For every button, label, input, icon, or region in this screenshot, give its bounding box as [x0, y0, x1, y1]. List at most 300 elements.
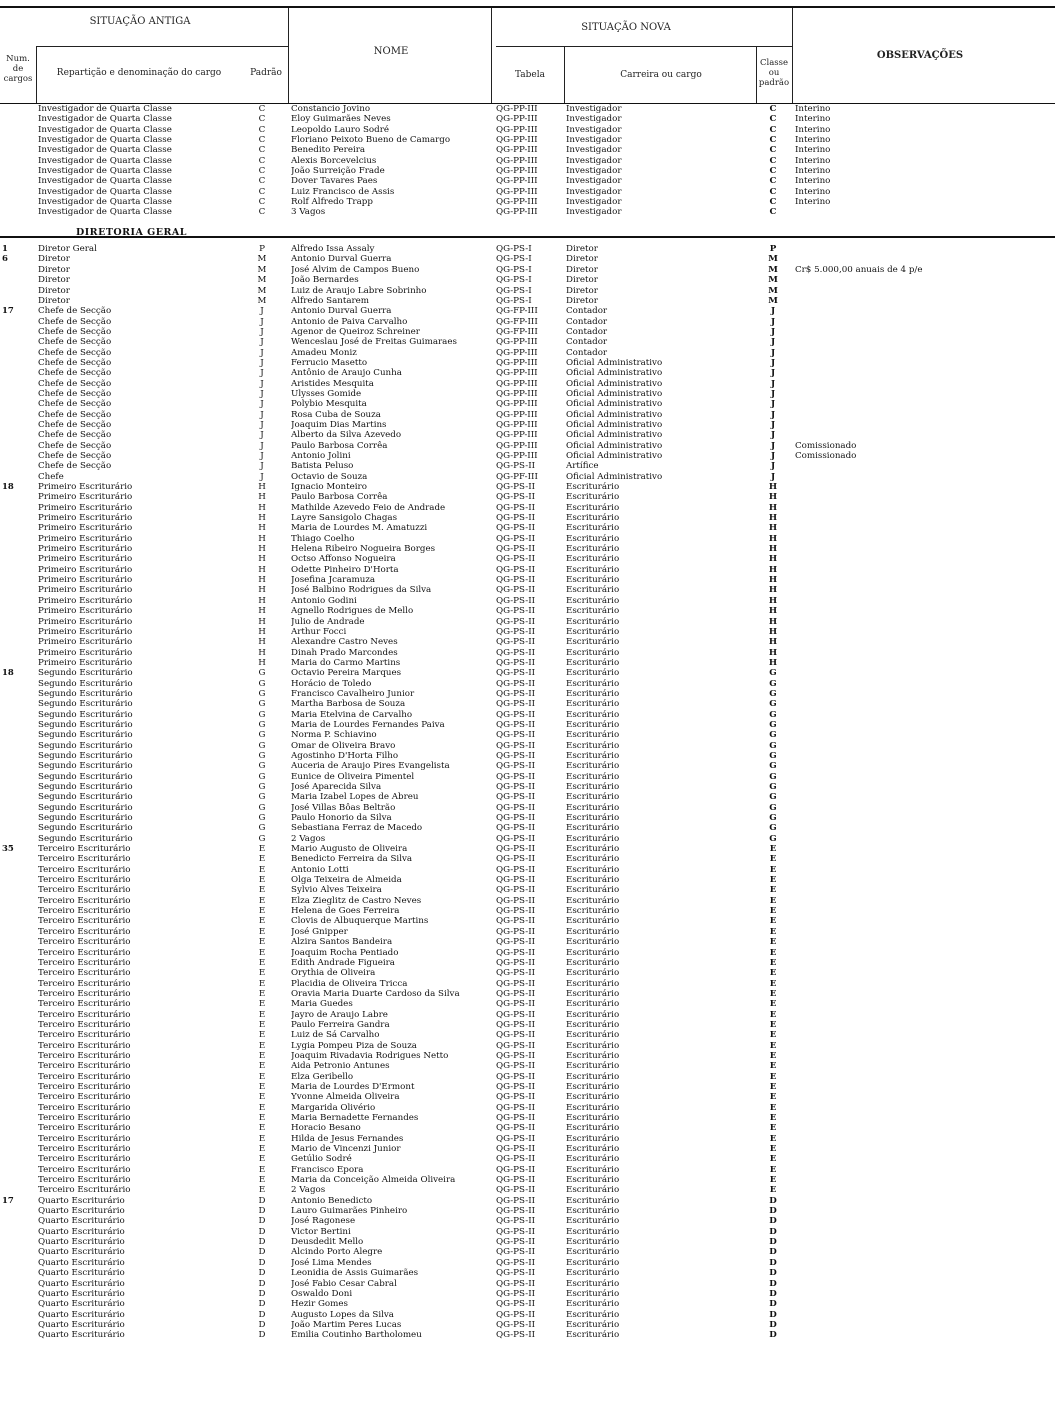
- classe-cell: J: [770, 430, 776, 441]
- cargo-cell: Segundo Escriturário: [38, 833, 133, 844]
- nome-cell: Agnello Rodrigues de Mello: [291, 606, 414, 617]
- classe-cell: D: [769, 1288, 777, 1299]
- carreira-cell: Escriturário: [566, 606, 620, 617]
- cargo-cell: Segundo Escriturário: [38, 761, 133, 772]
- table-row: [0, 1165, 1055, 1175]
- table-row: [0, 968, 1055, 978]
- table-row: [0, 596, 1055, 606]
- tabela-cell: QG-PS-II: [496, 968, 536, 979]
- cargo-cell: Investigador de Quarta Classe: [38, 155, 172, 166]
- carreira-cell: Escriturário: [566, 813, 620, 824]
- nome-cell: José Ragonese: [291, 1216, 356, 1227]
- nome-cell: Alfredo Santarem: [291, 295, 370, 306]
- cargo-cell: Quarto Escriturário: [38, 1216, 125, 1227]
- carreira-cell: Escriturário: [566, 1092, 620, 1103]
- cargo-cell: Chefe de Secção: [38, 368, 112, 379]
- classe-cell: H: [768, 564, 778, 575]
- cargo-cell: Primeiro Escriturário: [38, 606, 133, 617]
- num-cargos-header: Num. de cargos: [3, 54, 33, 84]
- padrao-cell: H: [258, 533, 266, 544]
- table-row: [0, 399, 1055, 409]
- nome-cell: Antonio Godini: [291, 595, 357, 606]
- padrao-cell: J: [260, 388, 264, 399]
- padrao-cell: H: [258, 502, 266, 513]
- classe-cell: D: [769, 1247, 777, 1258]
- cargo-cell: Primeiro Escriturário: [38, 626, 133, 637]
- classe-cell: M: [768, 264, 778, 275]
- num-cargos-cell: 18: [2, 482, 14, 493]
- num-cargos-cell: 17: [2, 306, 14, 317]
- tabela-cell: QG-PS-II: [496, 1226, 536, 1237]
- classe-cell: G: [769, 771, 777, 782]
- table-row: [0, 1144, 1055, 1154]
- cargo-cell: Primeiro Escriturário: [38, 564, 133, 575]
- classe-cell: C: [769, 176, 777, 187]
- cargo-cell: Quarto Escriturário: [38, 1330, 125, 1341]
- carreira-cell: Escriturário: [566, 533, 620, 544]
- carreira-cell: Escriturário: [566, 730, 620, 741]
- padrao-cell: E: [258, 854, 266, 865]
- table-row: [0, 1299, 1055, 1309]
- cargo-cell: Terceiro Escriturário: [38, 1113, 131, 1123]
- classe-cell: C: [769, 186, 777, 197]
- carreira-cell: Diretor: [566, 295, 598, 306]
- table-row: [0, 554, 1055, 564]
- carreira-cell: Escriturário: [566, 1268, 620, 1279]
- classe-cell: E: [769, 1081, 777, 1092]
- cargo-cell: Quarto Escriturário: [38, 1226, 125, 1237]
- table-row: [0, 999, 1055, 1009]
- cargo-cell: Chefe de Secção: [38, 326, 112, 337]
- tabela-cell: QG-PS-II: [496, 833, 536, 844]
- tabela-cell: QG-PS-I: [496, 244, 532, 255]
- table-row: [0, 772, 1055, 782]
- nome-cell: Batista Peluso: [291, 461, 354, 472]
- classe-cell: G: [769, 782, 777, 792]
- padrao-cell: E: [258, 926, 266, 937]
- padrao-cell: J: [260, 451, 264, 461]
- table-row: [0, 1020, 1055, 1030]
- classe-cell: D: [769, 1319, 777, 1330]
- padrao-cell: E: [258, 895, 266, 906]
- carreira-cell: Escriturário: [566, 513, 620, 524]
- table-row: [0, 916, 1055, 926]
- tabela-cell: QG-PS-II: [496, 957, 536, 968]
- cargo-cell: Segundo Escriturário: [38, 709, 133, 720]
- observacao-cell: Interino: [795, 176, 831, 187]
- header-divider: [36, 46, 288, 47]
- tabela-cell: QG-PS-II: [496, 782, 536, 792]
- nome-cell: Helena Ribeiro Nogueira Borges: [291, 544, 436, 555]
- tabela-cell: QG-PS-II: [496, 885, 536, 896]
- nome-cell: Benedito Pereira: [291, 145, 366, 156]
- padrao-cell: G: [258, 719, 266, 730]
- classe-cell: J: [770, 368, 776, 379]
- classe-cell: M: [768, 275, 778, 286]
- classe-cell: D: [769, 1278, 777, 1289]
- nome-cell: Paulo Honorio da Silva: [291, 813, 392, 824]
- table-row: [0, 306, 1055, 316]
- carreira-cell: Escriturário: [566, 875, 620, 886]
- carreira-cell: Escriturário: [566, 1247, 620, 1258]
- classe-cell: H: [768, 513, 778, 524]
- padrao-cell: G: [258, 802, 266, 813]
- padrao-cell: J: [260, 419, 264, 430]
- tabela-cell: QG-PS-II: [496, 802, 536, 813]
- padrao-cell: J: [260, 326, 264, 337]
- cargo-cell: Segundo Escriturário: [38, 813, 133, 824]
- table-row: [0, 679, 1055, 689]
- observacao-cell: Interino: [795, 166, 831, 177]
- table-row: [0, 441, 1055, 451]
- classe-cell: D: [769, 1330, 777, 1341]
- classe-cell: E: [769, 1030, 777, 1041]
- classe-cell: J: [770, 378, 776, 389]
- nome-cell: Paulo Ferreira Gandra: [291, 1019, 390, 1030]
- padrao-cell: H: [258, 595, 266, 606]
- classe-cell: E: [769, 1040, 777, 1051]
- table-row: [0, 606, 1055, 616]
- padrao-cell: E: [258, 978, 266, 989]
- padrao-cell: D: [258, 1247, 266, 1258]
- carreira-cell: Escriturário: [566, 771, 620, 782]
- table-row: [0, 948, 1055, 958]
- tabela-cell: QG-PS-II: [496, 1319, 536, 1330]
- carreira-cell: Escriturário: [566, 823, 620, 834]
- classe-cell: M: [768, 254, 778, 265]
- cargo-cell: Investigador de Quarta Classe: [38, 207, 172, 218]
- carreira-cell: Diretor: [566, 275, 598, 286]
- cargo-cell: Chefe de Secção: [38, 357, 112, 368]
- tabela-cell: QG-PS-II: [496, 1206, 536, 1217]
- carreira-cell: Escriturário: [566, 502, 620, 513]
- nome-cell: Eunice de Oliveira Pimentel: [291, 771, 415, 782]
- nome-cell: Leonidia de Assis Guimarães: [291, 1268, 419, 1279]
- classe-cell: G: [769, 699, 777, 710]
- carreira-cell: Escriturário: [566, 637, 620, 648]
- nome-cell: Luiz de Sá Carvalho: [291, 1030, 380, 1041]
- cargo-cell: Segundo Escriturário: [38, 688, 133, 699]
- cargo-cell: Chefe de Secção: [38, 337, 112, 348]
- classe-cell: G: [769, 761, 777, 772]
- table-row: [0, 176, 1055, 186]
- carreira-cell: Escriturário: [566, 492, 620, 503]
- nome-cell: Norma P. Schiavino: [291, 730, 377, 741]
- tabela-cell: QG-PS-II: [496, 1299, 536, 1310]
- carreira-cell: Escriturário: [566, 688, 620, 699]
- table-row: [0, 1279, 1055, 1289]
- observacao-cell: Interino: [795, 124, 831, 135]
- classe-cell: E: [769, 1102, 777, 1113]
- table-row: [0, 1072, 1055, 1082]
- carreira-cell: Escriturário: [566, 1113, 620, 1123]
- carreira-cell: Investigador: [566, 176, 622, 187]
- carreira-cell: Escriturário: [566, 750, 620, 761]
- cargo-cell: Chefe de Secção: [38, 347, 112, 358]
- classe-cell: E: [769, 854, 777, 865]
- padrao-cell: E: [258, 1040, 266, 1051]
- classe-cell: J: [770, 471, 776, 482]
- carreira-cell: Escriturário: [566, 709, 620, 720]
- cargo-cell: Terceiro Escriturário: [38, 968, 131, 979]
- carreira-cell: Escriturário: [566, 678, 620, 689]
- tabela-cell: QG-PS-II: [496, 564, 536, 575]
- nome-cell: Maria Bernadette Fernandes: [291, 1113, 419, 1123]
- carreira-cell: Escriturário: [566, 1050, 620, 1061]
- tabela-cell: QG-PP-III: [496, 357, 538, 368]
- table-row: [0, 461, 1055, 471]
- padrao-cell: E: [258, 906, 266, 917]
- cargo-cell: Quarto Escriturário: [38, 1268, 125, 1279]
- cargo-cell: Diretor: [38, 275, 70, 286]
- cargo-cell: Primeiro Escriturário: [38, 513, 133, 524]
- padrao-cell: H: [258, 544, 266, 555]
- padrao-cell: C: [258, 104, 266, 114]
- table-row: [0, 317, 1055, 327]
- nome-cell: Agenor de Queiroz Schreiner: [291, 326, 420, 337]
- carreira-cell: Escriturário: [566, 616, 620, 627]
- nome-cell: Ignacio Monteiro: [291, 482, 367, 493]
- cargo-cell: Terceiro Escriturário: [38, 1164, 131, 1175]
- classe-cell: E: [769, 978, 777, 989]
- cargo-cell: Primeiro Escriturário: [38, 544, 133, 555]
- classe-cell: D: [769, 1309, 777, 1320]
- padrao-cell: J: [260, 378, 264, 389]
- carreira-cell: Escriturário: [566, 833, 620, 844]
- cargo-cell: Terceiro Escriturário: [38, 885, 131, 896]
- cargo-cell: Terceiro Escriturário: [38, 875, 131, 886]
- carreira-cell: Escriturário: [566, 1019, 620, 1030]
- padrao-cell: C: [258, 155, 266, 166]
- padrao-cell: J: [260, 357, 264, 368]
- classe-cell: J: [770, 399, 776, 410]
- nome-cell: Wenceslau José de Freitas Guimaraes: [291, 337, 457, 348]
- table-row: [0, 927, 1055, 937]
- padrao-cell: C: [258, 207, 266, 218]
- table-row: [0, 337, 1055, 347]
- cargo-cell: Quarto Escriturário: [38, 1257, 125, 1268]
- padrao-cell: D: [258, 1319, 266, 1330]
- padrao-cell: D: [258, 1309, 266, 1320]
- table-row: [0, 885, 1055, 895]
- table-row: [0, 906, 1055, 916]
- padrao-cell: E: [258, 1123, 266, 1134]
- tabela-cell: QG-PS-I: [496, 285, 532, 296]
- classe-cell: E: [769, 1123, 777, 1134]
- nome-cell: Placidia de Oliveira Tricca: [291, 978, 408, 989]
- classe-cell: G: [769, 730, 777, 741]
- table-row: [0, 585, 1055, 595]
- table-row: [0, 265, 1055, 275]
- cargo-cell: Segundo Escriturário: [38, 802, 133, 813]
- table-row: [0, 1247, 1055, 1257]
- nome-cell: Layre Sansigolo Chagas: [291, 513, 398, 524]
- padrao-cell: D: [258, 1226, 266, 1237]
- nome-cell: Lygia Pompeu Piza de Souza: [291, 1040, 417, 1051]
- table-row: [0, 1320, 1055, 1330]
- nome-cell: José Alvim de Campos Bueno: [291, 264, 420, 275]
- carreira-cell: Escriturário: [566, 895, 620, 906]
- tabela-cell: QG-FP-III: [496, 316, 538, 327]
- nome-cell: Hilda de Jesus Fernandes: [291, 1133, 404, 1144]
- tabela-cell: QG-PP-III: [496, 104, 538, 114]
- table-row: [0, 710, 1055, 720]
- cargo-cell: Segundo Escriturário: [38, 699, 133, 710]
- table-row: [0, 156, 1055, 166]
- observacao-cell: Cr$ 5.000,00 anuais de 4 p/e: [795, 264, 923, 275]
- classe-cell: E: [769, 968, 777, 979]
- cargo-cell: Terceiro Escriturário: [38, 1123, 131, 1134]
- nome-cell: Leopoldo Lauro Sodré: [291, 124, 389, 135]
- carreira-cell: Escriturário: [566, 1206, 620, 1217]
- classe-cell: D: [769, 1237, 777, 1248]
- classe-cell: G: [769, 792, 777, 803]
- padrao-cell: C: [258, 135, 266, 146]
- cargo-cell: Terceiro Escriturário: [38, 1071, 131, 1082]
- padrao-cell: J: [260, 368, 264, 379]
- cargo-cell: Terceiro Escriturário: [38, 864, 131, 875]
- padrao-cell: E: [258, 1102, 266, 1113]
- tabela-cell: QG-PS-II: [496, 492, 536, 503]
- classe-cell: H: [768, 595, 778, 606]
- nome-cell: Omar de Oliveira Bravo: [291, 740, 396, 751]
- table-row: [0, 1082, 1055, 1092]
- table-row: [0, 627, 1055, 637]
- carreira-cell: Escriturário: [566, 575, 620, 586]
- tabela-cell: QG-PS-II: [496, 637, 536, 648]
- table-row: [0, 1010, 1055, 1020]
- nome-cell: Luiz Francisco de Assis: [291, 186, 395, 197]
- carreira-cell: Escriturário: [566, 699, 620, 710]
- padrao-cell: E: [258, 1061, 266, 1072]
- classe-cell: H: [768, 482, 778, 493]
- table-row: [0, 1175, 1055, 1185]
- nome-cell: Victor Bertini: [291, 1226, 351, 1237]
- classe-cell: D: [769, 1195, 777, 1206]
- cargo-cell: Chefe de Secção: [38, 419, 112, 430]
- padrao-cell: D: [258, 1216, 266, 1227]
- nome-cell: Polybio Mesquita: [291, 399, 367, 410]
- nome-cell: Aristides Mesquita: [291, 378, 374, 389]
- nome-cell: Martha Barbosa de Souza: [291, 699, 406, 710]
- cargo-cell: Terceiro Escriturário: [38, 844, 131, 855]
- padrao-cell: G: [258, 833, 266, 844]
- num-cargos-cell: 6: [2, 254, 8, 265]
- padrao-cell: H: [258, 626, 266, 637]
- padrao-cell: E: [258, 916, 266, 927]
- nome-cell: Paulo Barbosa Corrêa: [291, 440, 388, 451]
- tabela-cell: QG-PS-II: [496, 1144, 536, 1155]
- nome-cell: Antonio Jolini: [291, 451, 351, 461]
- table-row: [0, 166, 1055, 176]
- tabela-cell: QG-PP-III: [496, 388, 538, 399]
- cargo-cell: Terceiro Escriturário: [38, 1061, 131, 1072]
- observacao-cell: Interino: [795, 197, 831, 208]
- cargo-cell: Quarto Escriturário: [38, 1195, 125, 1206]
- padrao-cell: D: [258, 1206, 266, 1217]
- nome-cell: Francisco Cavalheiro Junior: [291, 688, 415, 699]
- tabela-cell: QG-PS-II: [496, 678, 536, 689]
- nome-cell: Lauro Guimarães Pinheiro: [291, 1206, 408, 1217]
- tabela-cell: QG-PS-II: [496, 906, 536, 917]
- carreira-cell: Contador: [566, 347, 608, 358]
- classe-cell: J: [770, 316, 776, 327]
- nome-cell: Antonio Durval Guerra: [291, 306, 392, 317]
- nome-cell: Clovis de Albuquerque Martins: [291, 916, 429, 927]
- classe-cell: E: [769, 1050, 777, 1061]
- carreira-cell: Escriturário: [566, 1278, 620, 1289]
- table-row: [0, 1196, 1055, 1206]
- cargo-cell: Quarto Escriturário: [38, 1309, 125, 1320]
- tabela-cell: QG-PS-II: [496, 864, 536, 875]
- table-row: [0, 1092, 1055, 1102]
- carreira-cell: Escriturário: [566, 647, 620, 658]
- classe-cell: C: [769, 166, 777, 177]
- table-row: [0, 275, 1055, 285]
- padrao-cell: E: [258, 988, 266, 999]
- table-row: [0, 834, 1055, 844]
- padrao-cell: H: [258, 513, 266, 524]
- cargo-cell: Investigador de Quarta Classe: [38, 197, 172, 208]
- tabela-cell: QG-PP-III: [496, 207, 538, 218]
- padrao-cell: E: [258, 1133, 266, 1144]
- cargo-cell: Primeiro Escriturário: [38, 492, 133, 503]
- tabela-cell: QG-PS-II: [496, 947, 536, 958]
- nome-cell: José Lima Mendes: [291, 1257, 372, 1268]
- cargo-cell: Segundo Escriturário: [38, 730, 133, 741]
- padrao-cell: D: [258, 1288, 266, 1299]
- nome-cell: Joaquim Rocha Pentiado: [291, 947, 399, 958]
- nome-cell: Horácio de Toledo: [291, 678, 372, 689]
- nome-cell: Deusdedit Mello: [291, 1237, 364, 1248]
- nome-cell: Alberto da Silva Azevedo: [291, 430, 402, 441]
- nome-cell: Yvonne Almeida Oliveira: [291, 1092, 400, 1103]
- table-row: [0, 1123, 1055, 1133]
- cargo-cell: Segundo Escriturário: [38, 782, 133, 792]
- carreira-cell: Escriturário: [566, 802, 620, 813]
- padrao-cell: E: [258, 1144, 266, 1155]
- table-row: [0, 125, 1055, 135]
- padrao-cell: E: [258, 1113, 266, 1123]
- nome-cell: Odette Pinheiro D'Horta: [291, 564, 399, 575]
- padrao-cell: J: [260, 316, 264, 327]
- nome-cell: Eloy Guimarães Neves: [291, 114, 391, 125]
- carreira-cell: Investigador: [566, 114, 622, 125]
- padrao-cell: E: [258, 844, 266, 855]
- nome-cell: Jayro de Araujo Labre: [291, 1009, 388, 1020]
- tabela-cell: QG-PS-II: [496, 523, 536, 534]
- table-row: [0, 668, 1055, 678]
- padrao-cell: G: [258, 761, 266, 772]
- padrao-cell: G: [258, 709, 266, 720]
- classe-cell: E: [769, 906, 777, 917]
- cargo-cell: Terceiro Escriturário: [38, 1185, 131, 1196]
- carreira-cell: Oficial Administrativo: [566, 419, 663, 430]
- carreira-cell: Investigador: [566, 135, 622, 146]
- carreira-cell: Escriturário: [566, 1030, 620, 1041]
- table-row: [0, 472, 1055, 482]
- cargo-cell: Segundo Escriturário: [38, 792, 133, 803]
- carreira-cell: Investigador: [566, 104, 622, 114]
- cargo-cell: Primeiro Escriturário: [38, 533, 133, 544]
- tabela-cell: QG-PS-I: [496, 264, 532, 275]
- nome-cell: João Bernardes: [291, 275, 359, 286]
- tabela-cell: QG-PP-III: [496, 155, 538, 166]
- carreira-cell: Diretor: [566, 285, 598, 296]
- nome-cell: Antonio Benedicto: [291, 1195, 373, 1206]
- classe-cell: G: [769, 750, 777, 761]
- classe-cell: C: [769, 197, 777, 208]
